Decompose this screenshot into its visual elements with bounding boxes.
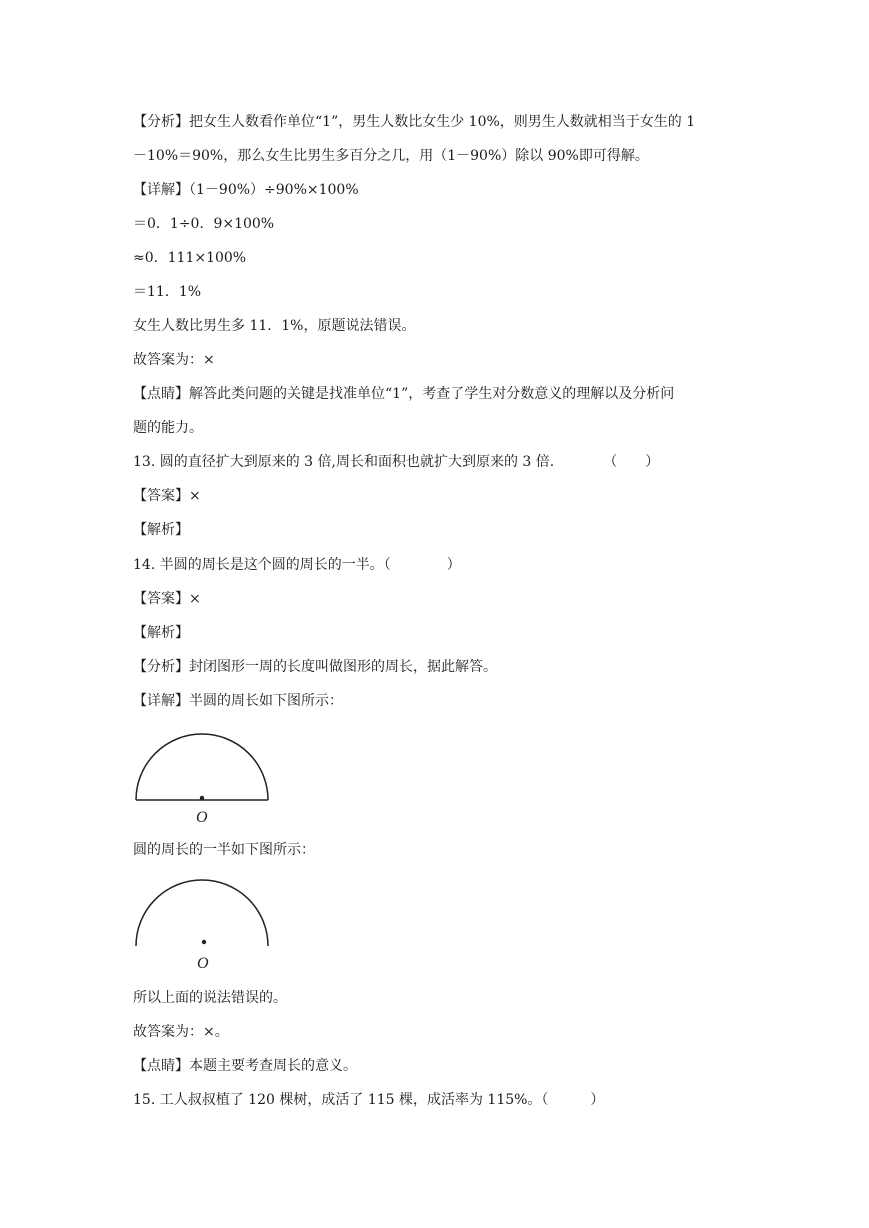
line-21: 故答案为：×。 — [133, 1024, 229, 1040]
question-14: 14. 半圆的周长是这个圆的周长的一半。（ ） — [133, 557, 461, 573]
semicircle-center-dot — [200, 796, 204, 800]
line-17: 【分析】封闭图形一周的长度叫做图形的周长，据此解答。 — [133, 659, 497, 675]
line-07: 女生人数比男生多 11．1%，原题说法错误。 — [133, 318, 416, 334]
line-04: ＝0．1÷0．9×100% — [133, 216, 275, 232]
line-08: 故答案为：× — [133, 352, 215, 368]
line-10: 题的能力。 — [133, 420, 203, 436]
arc-figure — [130, 876, 275, 972]
half-circumference-arc — [136, 880, 268, 946]
line-03: 【详解】（1－90%）÷90%×100% — [133, 182, 359, 198]
question-13: 13. 圆的直径扩大到原来的 3 倍,周长和面积也就扩大到原来的 3 倍. （ ） — [133, 454, 660, 470]
line-02: －10%＝90%，那么女生比男生多百分之几，用（1－90%）除以 90%即可得解。 — [133, 148, 649, 164]
question-15: 15. 工人叔叔植了 120 棵树，成活了 115 棵，成活率为 115%。（ ） — [133, 1092, 605, 1108]
line-19: 圆的周长的一半如下图所示： — [133, 842, 315, 858]
line-09: 【点睛】解答此类问题的关键是找准单位“1”，考查了学生对分数意义的理解以及分析问 — [133, 386, 675, 402]
semicircle-center-label: O — [196, 809, 208, 826]
semicircle-figure — [130, 730, 275, 826]
line-06: ＝11．1% — [133, 284, 202, 300]
line-01: 【分析】把女生人数看作单位“1”，男生人数比女生少 10%，则男生人数就相当于女生的 1 — [133, 114, 696, 130]
arc-center-label: O — [197, 955, 209, 972]
analysis-13: 【解析】 — [133, 522, 189, 538]
line-22: 【点睛】本题主要考查周长的意义。 — [133, 1058, 357, 1074]
answer-13: 【答案】× — [133, 488, 201, 504]
semicircle-arc — [136, 734, 268, 800]
arc-center-dot — [202, 940, 206, 944]
line-20: 所以上面的说法错误的。 — [133, 990, 287, 1006]
analysis-14: 【解析】 — [133, 625, 189, 641]
line-05: ≈0．111×100% — [133, 250, 247, 266]
answer-14: 【答案】× — [133, 591, 201, 607]
line-18: 【详解】半圆的周长如下图所示： — [133, 693, 343, 709]
